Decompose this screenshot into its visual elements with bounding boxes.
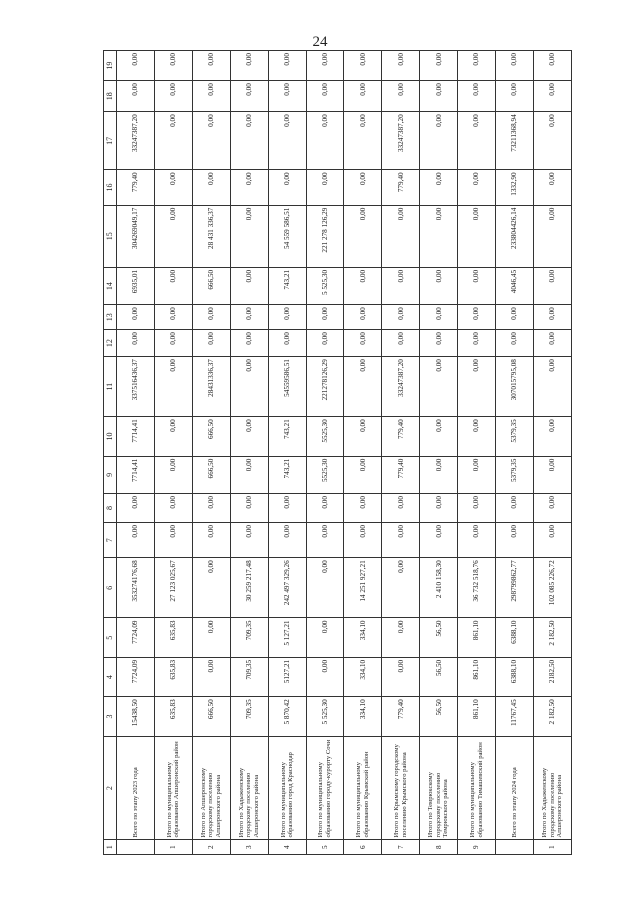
column-header: 12 (104, 330, 117, 357)
value-cell: 221 278 126,29 (306, 205, 344, 267)
value-cell: 0,00 (496, 494, 534, 523)
value-cell: 0,00 (306, 494, 344, 523)
value-cell: 0,00 (117, 330, 155, 357)
value-cell: 54 559 586,51 (268, 205, 306, 267)
value-cell: 6388,10 (496, 657, 534, 696)
value-cell: 33247387,20 (382, 357, 420, 417)
value-cell: 0,00 (306, 81, 344, 112)
value-cell: 0,00 (192, 170, 230, 205)
value-cell: 7714,41 (117, 417, 155, 456)
value-cell: 0,00 (420, 51, 458, 81)
value-cell: 0,00 (420, 205, 458, 267)
table-row (458, 51, 496, 855)
value-cell: 0,00 (192, 523, 230, 558)
value-cell: 0,00 (154, 112, 192, 170)
value-cell: 0,00 (382, 51, 420, 81)
value-cell: 0,00 (154, 357, 192, 417)
value-cell: 0,00 (458, 305, 496, 330)
value-cell: 0,00 (154, 456, 192, 493)
column-header: 16 (104, 170, 117, 205)
value-cell: 0,00 (230, 330, 268, 357)
value-cell: 0,00 (496, 81, 534, 112)
row-label-cell: Итого по Хадыженскому городскому поселению Апшеронского района (230, 736, 268, 840)
value-cell: 33247387,20 (382, 112, 420, 170)
value-cell: 779,40 (382, 697, 420, 736)
row-label-cell: Итого по муниципальному образованию Тимашевский район (458, 736, 496, 840)
value-cell: 0,00 (192, 330, 230, 357)
value-cell: 102 085 226,72 (533, 558, 571, 618)
value-cell: 0,00 (420, 523, 458, 558)
column-header: 10 (104, 417, 117, 456)
row-number-cell: 4 (268, 840, 306, 855)
value-cell: 0,00 (154, 305, 192, 330)
value-cell: 666,50 (192, 697, 230, 736)
value-cell: 0,00 (420, 305, 458, 330)
value-cell: 0,00 (230, 112, 268, 170)
value-cell: 0,00 (458, 267, 496, 304)
value-cell: 0,00 (533, 205, 571, 267)
value-cell: 33247387,20 (117, 112, 155, 170)
value-cell: 334,10 (344, 657, 382, 696)
column-header: 15 (104, 205, 117, 267)
value-cell: 5 127,21 (268, 618, 306, 657)
column-header: 17 (104, 112, 117, 170)
value-cell: 0,00 (230, 305, 268, 330)
value-cell: 0,00 (382, 494, 420, 523)
value-cell: 0,00 (420, 357, 458, 417)
value-cell: 5 525,30 (306, 267, 344, 304)
row-number-cell: 9 (458, 840, 496, 855)
value-cell: 0,00 (117, 81, 155, 112)
value-cell: 353274176,68 (117, 558, 155, 618)
value-cell: 0,00 (268, 112, 306, 170)
value-cell: 0,00 (154, 417, 192, 456)
value-cell: 0,00 (382, 81, 420, 112)
row-number-cell: 3 (230, 840, 268, 855)
header-row (104, 51, 117, 855)
value-cell: 7724,09 (117, 657, 155, 696)
column-header: 3 (104, 697, 117, 736)
value-cell: 709,35 (230, 618, 268, 657)
value-cell: 0,00 (533, 112, 571, 170)
value-cell: 0,00 (458, 494, 496, 523)
value-cell: 0,00 (382, 205, 420, 267)
row-number-cell: 8 (420, 840, 458, 855)
value-cell: 0,00 (306, 305, 344, 330)
value-cell: 56,50 (420, 657, 458, 696)
value-cell: 298799862,77 (496, 558, 534, 618)
value-cell: 0,00 (230, 51, 268, 81)
value-cell: 0,00 (344, 357, 382, 417)
value-cell: 666,50 (192, 417, 230, 456)
value-cell: 779,40 (382, 417, 420, 456)
value-cell: 2 182,50 (533, 697, 571, 736)
table-row (192, 51, 230, 855)
value-cell: 0,00 (306, 330, 344, 357)
value-cell: 0,00 (420, 494, 458, 523)
value-cell: 0,00 (268, 305, 306, 330)
value-cell: 334,10 (344, 618, 382, 657)
value-cell: 7714,41 (117, 456, 155, 493)
value-cell: 743,21 (268, 456, 306, 493)
value-cell: 233804426,14 (496, 205, 534, 267)
row-number-cell (117, 840, 155, 855)
value-cell: 0,00 (458, 330, 496, 357)
value-cell: 0,00 (533, 330, 571, 357)
value-cell: 743,21 (268, 417, 306, 456)
value-cell: 28 431 336,37 (192, 205, 230, 267)
value-cell: 0,00 (344, 456, 382, 493)
row-number-cell: 7 (382, 840, 420, 855)
column-header: 11 (104, 357, 117, 417)
value-cell: 5379,35 (496, 456, 534, 493)
value-cell: 0,00 (344, 112, 382, 170)
column-header: 9 (104, 456, 117, 493)
page-number: 24 (312, 34, 328, 50)
value-cell: 0,00 (496, 305, 534, 330)
value-cell: 0,00 (382, 305, 420, 330)
table-row (344, 51, 382, 855)
row-label-cell: Итого по Темрюкскому городскому поселению Темрюкского района (420, 736, 458, 840)
value-cell: 779,40 (382, 456, 420, 493)
row-label-cell: Итого по Крымскому городскому поселению Крымского района (382, 736, 420, 840)
value-cell: 334,10 (344, 697, 382, 736)
table-row (230, 51, 268, 855)
value-cell: 4046,45 (496, 267, 534, 304)
total-row (117, 51, 155, 855)
value-cell: 0,00 (382, 618, 420, 657)
row-label-cell: Итого по муниципальному образованию Апшеронский район (154, 736, 192, 840)
table-row (382, 51, 420, 855)
column-header: 19 (104, 51, 117, 81)
value-cell: 0,00 (496, 523, 534, 558)
value-cell: 709,35 (230, 657, 268, 696)
value-cell: 0,00 (382, 523, 420, 558)
column-header: 7 (104, 523, 117, 558)
value-cell: 0,00 (268, 523, 306, 558)
column-header: 8 (104, 494, 117, 523)
value-cell: 0,00 (533, 170, 571, 205)
value-cell: 0,00 (382, 558, 420, 618)
value-cell: 0,00 (268, 51, 306, 81)
value-cell: 0,00 (117, 51, 155, 81)
value-cell: 861,10 (458, 657, 496, 696)
value-cell: 0,00 (117, 523, 155, 558)
row-number-cell: 5 (306, 840, 344, 855)
value-cell: 5379,35 (496, 417, 534, 456)
value-cell: 666,50 (192, 267, 230, 304)
value-cell: 0,00 (230, 170, 268, 205)
value-cell: 0,00 (154, 330, 192, 357)
value-cell: 0,00 (458, 417, 496, 456)
value-cell: 304269049,17 (117, 205, 155, 267)
value-cell: 0,00 (382, 657, 420, 696)
value-cell: 2182,50 (533, 657, 571, 696)
value-cell: 0,00 (344, 205, 382, 267)
row-number-cell: 1 (154, 840, 192, 855)
value-cell: 0,00 (192, 81, 230, 112)
value-cell: 0,00 (154, 81, 192, 112)
value-cell: 0,00 (496, 330, 534, 357)
value-cell: 56,50 (420, 618, 458, 657)
value-cell: 0,00 (154, 267, 192, 304)
value-cell: 0,00 (420, 170, 458, 205)
row-number-cell: 6 (344, 840, 382, 855)
value-cell: 0,00 (154, 523, 192, 558)
value-cell: 0,00 (344, 51, 382, 81)
value-cell: 0,00 (458, 51, 496, 81)
value-cell: 0,00 (230, 523, 268, 558)
value-cell: 221278126,29 (306, 357, 344, 417)
value-cell: 337516436,37 (117, 357, 155, 417)
value-cell: 0,00 (192, 305, 230, 330)
value-cell: 0,00 (230, 205, 268, 267)
row-number-cell: 2 (192, 840, 230, 855)
value-cell: 0,00 (420, 417, 458, 456)
column-header: 4 (104, 657, 117, 696)
value-cell: 0,00 (382, 267, 420, 304)
value-cell: 0,00 (533, 267, 571, 304)
value-cell: 0,00 (533, 417, 571, 456)
column-header: 2 (104, 736, 117, 840)
value-cell: 2 182,50 (533, 618, 571, 657)
value-cell: 0,00 (192, 494, 230, 523)
value-cell: 0,00 (344, 417, 382, 456)
value-cell: 5127,21 (268, 657, 306, 696)
row-label-cell: Итого по Апшеронскому городскому поселению Апшеронского района (192, 736, 230, 840)
row-number-cell: 1 (533, 840, 571, 855)
row-number-cell (496, 840, 534, 855)
row-label-cell: Итого по муниципальному образованию городу-курорту Сочи (306, 736, 344, 840)
value-cell: 5525,30 (306, 417, 344, 456)
value-cell: 0,00 (533, 357, 571, 417)
value-cell: 0,00 (192, 558, 230, 618)
table-row (533, 51, 571, 855)
value-cell: 6935,01 (117, 267, 155, 304)
table-row (268, 51, 306, 855)
value-cell: 0,00 (458, 357, 496, 417)
data-table (103, 50, 572, 855)
value-cell: 27 123 025,67 (154, 558, 192, 618)
value-cell: 0,00 (192, 51, 230, 81)
value-cell: 11767,45 (496, 697, 534, 736)
value-cell: 635,83 (154, 697, 192, 736)
value-cell: 73211368,94 (496, 112, 534, 170)
value-cell: 0,00 (268, 330, 306, 357)
value-cell: 0,00 (496, 51, 534, 81)
value-cell: 0,00 (533, 81, 571, 112)
value-cell: 0,00 (344, 523, 382, 558)
total-row (496, 51, 534, 855)
row-label-cell: Всего по этапу 2024 года (496, 736, 534, 840)
value-cell: 0,00 (344, 267, 382, 304)
value-cell: 0,00 (268, 494, 306, 523)
value-cell: 0,00 (533, 305, 571, 330)
value-cell: 0,00 (192, 618, 230, 657)
value-cell: 1332,90 (496, 170, 534, 205)
value-cell: 0,00 (420, 456, 458, 493)
value-cell: 0,00 (306, 657, 344, 696)
value-cell: 0,00 (458, 456, 496, 493)
value-cell: 307015795,08 (496, 357, 534, 417)
value-cell: 0,00 (420, 330, 458, 357)
value-cell: 635,83 (154, 657, 192, 696)
value-cell: 0,00 (533, 523, 571, 558)
value-cell: 6388,10 (496, 618, 534, 657)
value-cell: 5 870,42 (268, 697, 306, 736)
row-label-cell: Итого по муниципальному образованию город Краснодар (268, 736, 306, 840)
value-cell: 0,00 (344, 330, 382, 357)
value-cell: 0,00 (230, 494, 268, 523)
column-header: 14 (104, 267, 117, 304)
value-cell: 0,00 (154, 205, 192, 267)
column-header: 18 (104, 81, 117, 112)
row-label-cell: Итого по муниципальному образованию Крымский район (344, 736, 382, 840)
value-cell: 0,00 (154, 494, 192, 523)
value-cell: 0,00 (533, 494, 571, 523)
value-cell: 0,00 (306, 170, 344, 205)
table-row (420, 51, 458, 855)
column-header: 1 (104, 840, 117, 855)
value-cell: 0,00 (458, 205, 496, 267)
value-cell: 0,00 (154, 51, 192, 81)
value-cell: 0,00 (344, 81, 382, 112)
value-cell: 0,00 (382, 330, 420, 357)
value-cell: 7724,09 (117, 618, 155, 657)
value-cell: 709,35 (230, 697, 268, 736)
row-label-cell: Всего по этапу 2023 года (117, 736, 155, 840)
value-cell: 0,00 (306, 618, 344, 657)
value-cell: 0,00 (344, 170, 382, 205)
value-cell: 0,00 (268, 81, 306, 112)
value-cell: 0,00 (458, 112, 496, 170)
value-cell: 666,50 (192, 456, 230, 493)
row-label-cell: Итого по Хадыженскому городскому поселению Апшеронского района (533, 736, 571, 840)
value-cell: 635,83 (154, 618, 192, 657)
value-cell: 2 410 158,30 (420, 558, 458, 618)
value-cell: 0,00 (230, 417, 268, 456)
value-cell: 0,00 (420, 112, 458, 170)
value-cell: 0,00 (117, 305, 155, 330)
value-cell: 0,00 (230, 456, 268, 493)
table-row (154, 51, 192, 855)
value-cell: 0,00 (230, 357, 268, 417)
value-cell: 28431336,37 (192, 357, 230, 417)
value-cell: 779,40 (117, 170, 155, 205)
value-cell: 0,00 (192, 657, 230, 696)
value-cell: 0,00 (533, 456, 571, 493)
value-cell: 36 732 518,76 (458, 558, 496, 618)
column-header: 13 (104, 305, 117, 330)
value-cell: 0,00 (458, 523, 496, 558)
value-cell: 743,21 (268, 267, 306, 304)
value-cell: 0,00 (306, 523, 344, 558)
value-cell: 30 259 217,48 (230, 558, 268, 618)
value-cell: 0,00 (268, 170, 306, 205)
value-cell: 779,40 (382, 170, 420, 205)
column-header: 5 (104, 618, 117, 657)
value-cell: 0,00 (533, 51, 571, 81)
value-cell: 0,00 (154, 170, 192, 205)
value-cell: 0,00 (230, 81, 268, 112)
value-cell: 5525,30 (306, 456, 344, 493)
value-cell: 54559586,51 (268, 357, 306, 417)
value-cell: 0,00 (344, 494, 382, 523)
value-cell: 0,00 (117, 494, 155, 523)
value-cell: 0,00 (344, 305, 382, 330)
rotated-table-container (103, 50, 570, 855)
column-header: 6 (104, 558, 117, 618)
value-cell: 5 525,30 (306, 697, 344, 736)
value-cell: 0,00 (420, 267, 458, 304)
value-cell: 861,10 (458, 697, 496, 736)
value-cell: 0,00 (458, 81, 496, 112)
value-cell: 861,10 (458, 618, 496, 657)
value-cell: 0,00 (306, 51, 344, 81)
value-cell: 0,00 (192, 112, 230, 170)
value-cell: 0,00 (306, 112, 344, 170)
value-cell: 0,00 (306, 558, 344, 618)
value-cell: 0,00 (230, 267, 268, 304)
value-cell: 56,50 (420, 697, 458, 736)
value-cell: 15438,50 (117, 697, 155, 736)
value-cell: 0,00 (458, 170, 496, 205)
value-cell: 242 497 329,26 (268, 558, 306, 618)
table-row (306, 51, 344, 855)
value-cell: 0,00 (420, 81, 458, 112)
value-cell: 14 251 927,21 (344, 558, 382, 618)
